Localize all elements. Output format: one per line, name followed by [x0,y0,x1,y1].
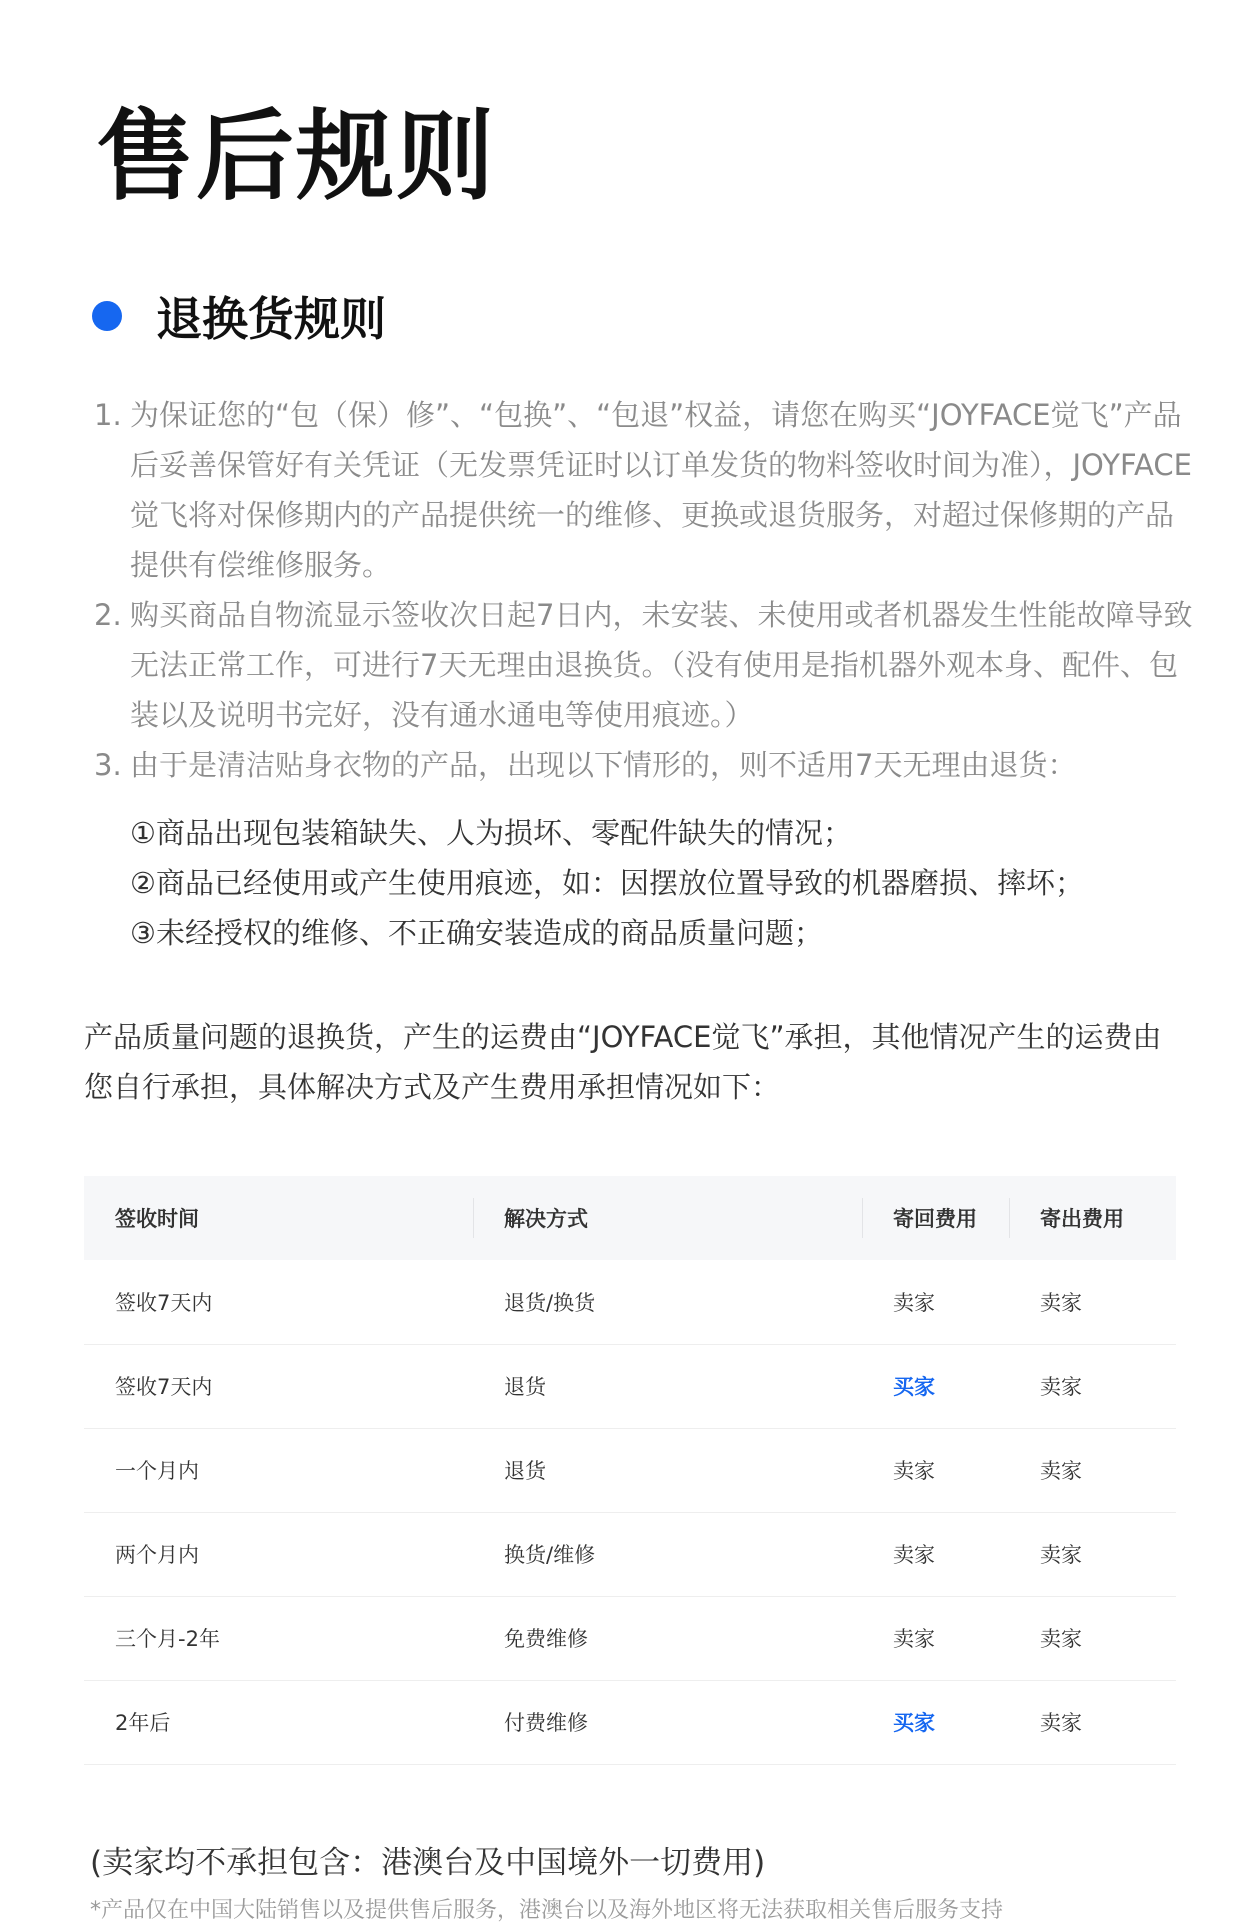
footer-note: (卖家均不承担包含：港澳台及中国境外一切费用) [90,1845,766,1881]
table-row [84,1680,1176,1764]
cell-return-fee: 卖家 [893,1290,935,1315]
cell-sign-time: 签收7天内 [115,1375,213,1399]
table-row [84,1596,1176,1680]
cell-sign-time: 两个月内 [115,1543,199,1567]
cell-send-fee: 卖家 [1040,1375,1082,1399]
table-header-row [84,1176,1176,1260]
cell-solution: 换货/维修 [504,1543,596,1567]
header-solution: 解决方式 [473,1176,862,1260]
rule-text: 由于是清洁贴身衣物的产品，出现以下情形的，则不适用7天无理由退货： [130,748,1077,782]
rule-number: 1. [94,398,122,432]
header-return-fee: 寄回费用 [862,1176,1009,1260]
fee-table [84,1176,1176,1765]
cell-send-fee: 卖家 [1040,1711,1082,1735]
rule-number: 2. [94,598,122,632]
cell-return-fee: 买家 [893,1711,935,1735]
header-sign-time: 签收时间 [115,1207,199,1231]
cell-solution: 退货 [504,1375,546,1399]
exception-item: ③未经授权的维修、不正确安装造成的商品质量问题； [130,916,823,950]
cell-sign-time: 三个月-2年 [115,1627,220,1651]
table-row [84,1428,1176,1512]
cell-send-fee: 卖家 [1040,1627,1082,1651]
cell-solution: 退货/换货 [504,1290,596,1315]
rule-item [94,740,1194,790]
cell-send-fee: 卖家 [1040,1459,1082,1483]
bullet-dot-icon [92,301,122,331]
cell-solution: 付费维修 [504,1711,588,1735]
disclaimer-text: *产品仅在中国大陆销售以及提供售后服务，港澳台以及海外地区将无法获取相关售后服务支持 [90,1898,1004,1923]
table-row [84,1260,1176,1344]
cell-sign-time: 2年后 [115,1711,171,1735]
page-title: 售后规则 [96,100,497,214]
table-row [84,1344,1176,1428]
cell-return-fee: 卖家 [893,1543,935,1567]
rule-item [94,390,1194,590]
header-send-fee: 寄出费用 [1009,1176,1176,1260]
cell-return-fee: 买家 [893,1375,935,1399]
rule-item [94,590,1222,740]
cell-send-fee: 卖家 [1040,1543,1082,1567]
table-row [84,1512,1176,1596]
exception-item: ①商品出现包装箱缺失、人为损坏、零配件缺失的情况； [130,816,852,850]
rule-text: 为保证您的“包（保）修”、“包换”、“包退”权益，请您在购买“JOYFACE觉飞”产品后妥善保管好有关凭证（无发票凭证时以订单发货的物料签收时间为准），JOYFACE觉飞将对保修期内的产品提供统一的维修、更换或退货服务，对超过保修期的产品提供有偿维修服务。 [130,398,1192,582]
section-header [92,288,386,344]
cell-solution: 免费维修 [504,1627,588,1651]
section-title: 退换货规则 [156,292,386,346]
exceptions-list [130,808,1210,958]
rule-text: 购买商品自物流显示签收次日起7日内，未安装、未使用或者机器发生性能故障导致 无法正常工作，可进行7天无理由退换货。（没有使用是指机器外观本身、配件、包装以及说明书完好，没有通水通电等使用痕迹。） [130,598,1222,732]
exception-item: ②商品已经使用或产生使用痕迹，如：因摆放位置导致的机器磨损、摔坏； [130,866,1084,900]
cell-return-fee: 卖家 [893,1627,935,1651]
shipping-note: 产品质量问题的退换货，产生的运费由“JOYFACE觉飞”承担，其他情况产生的运费由您自行承担，具体解决方式及产生费用承担情况如下： [84,1020,1162,1104]
cell-solution: 退货 [504,1459,546,1483]
cell-send-fee: 卖家 [1040,1290,1082,1315]
cell-return-fee: 卖家 [893,1459,935,1483]
cell-sign-time: 一个月内 [115,1459,199,1483]
rule-number: 3. [94,748,122,782]
rules-list [94,390,1222,790]
cell-sign-time: 签收7天内 [115,1290,213,1315]
